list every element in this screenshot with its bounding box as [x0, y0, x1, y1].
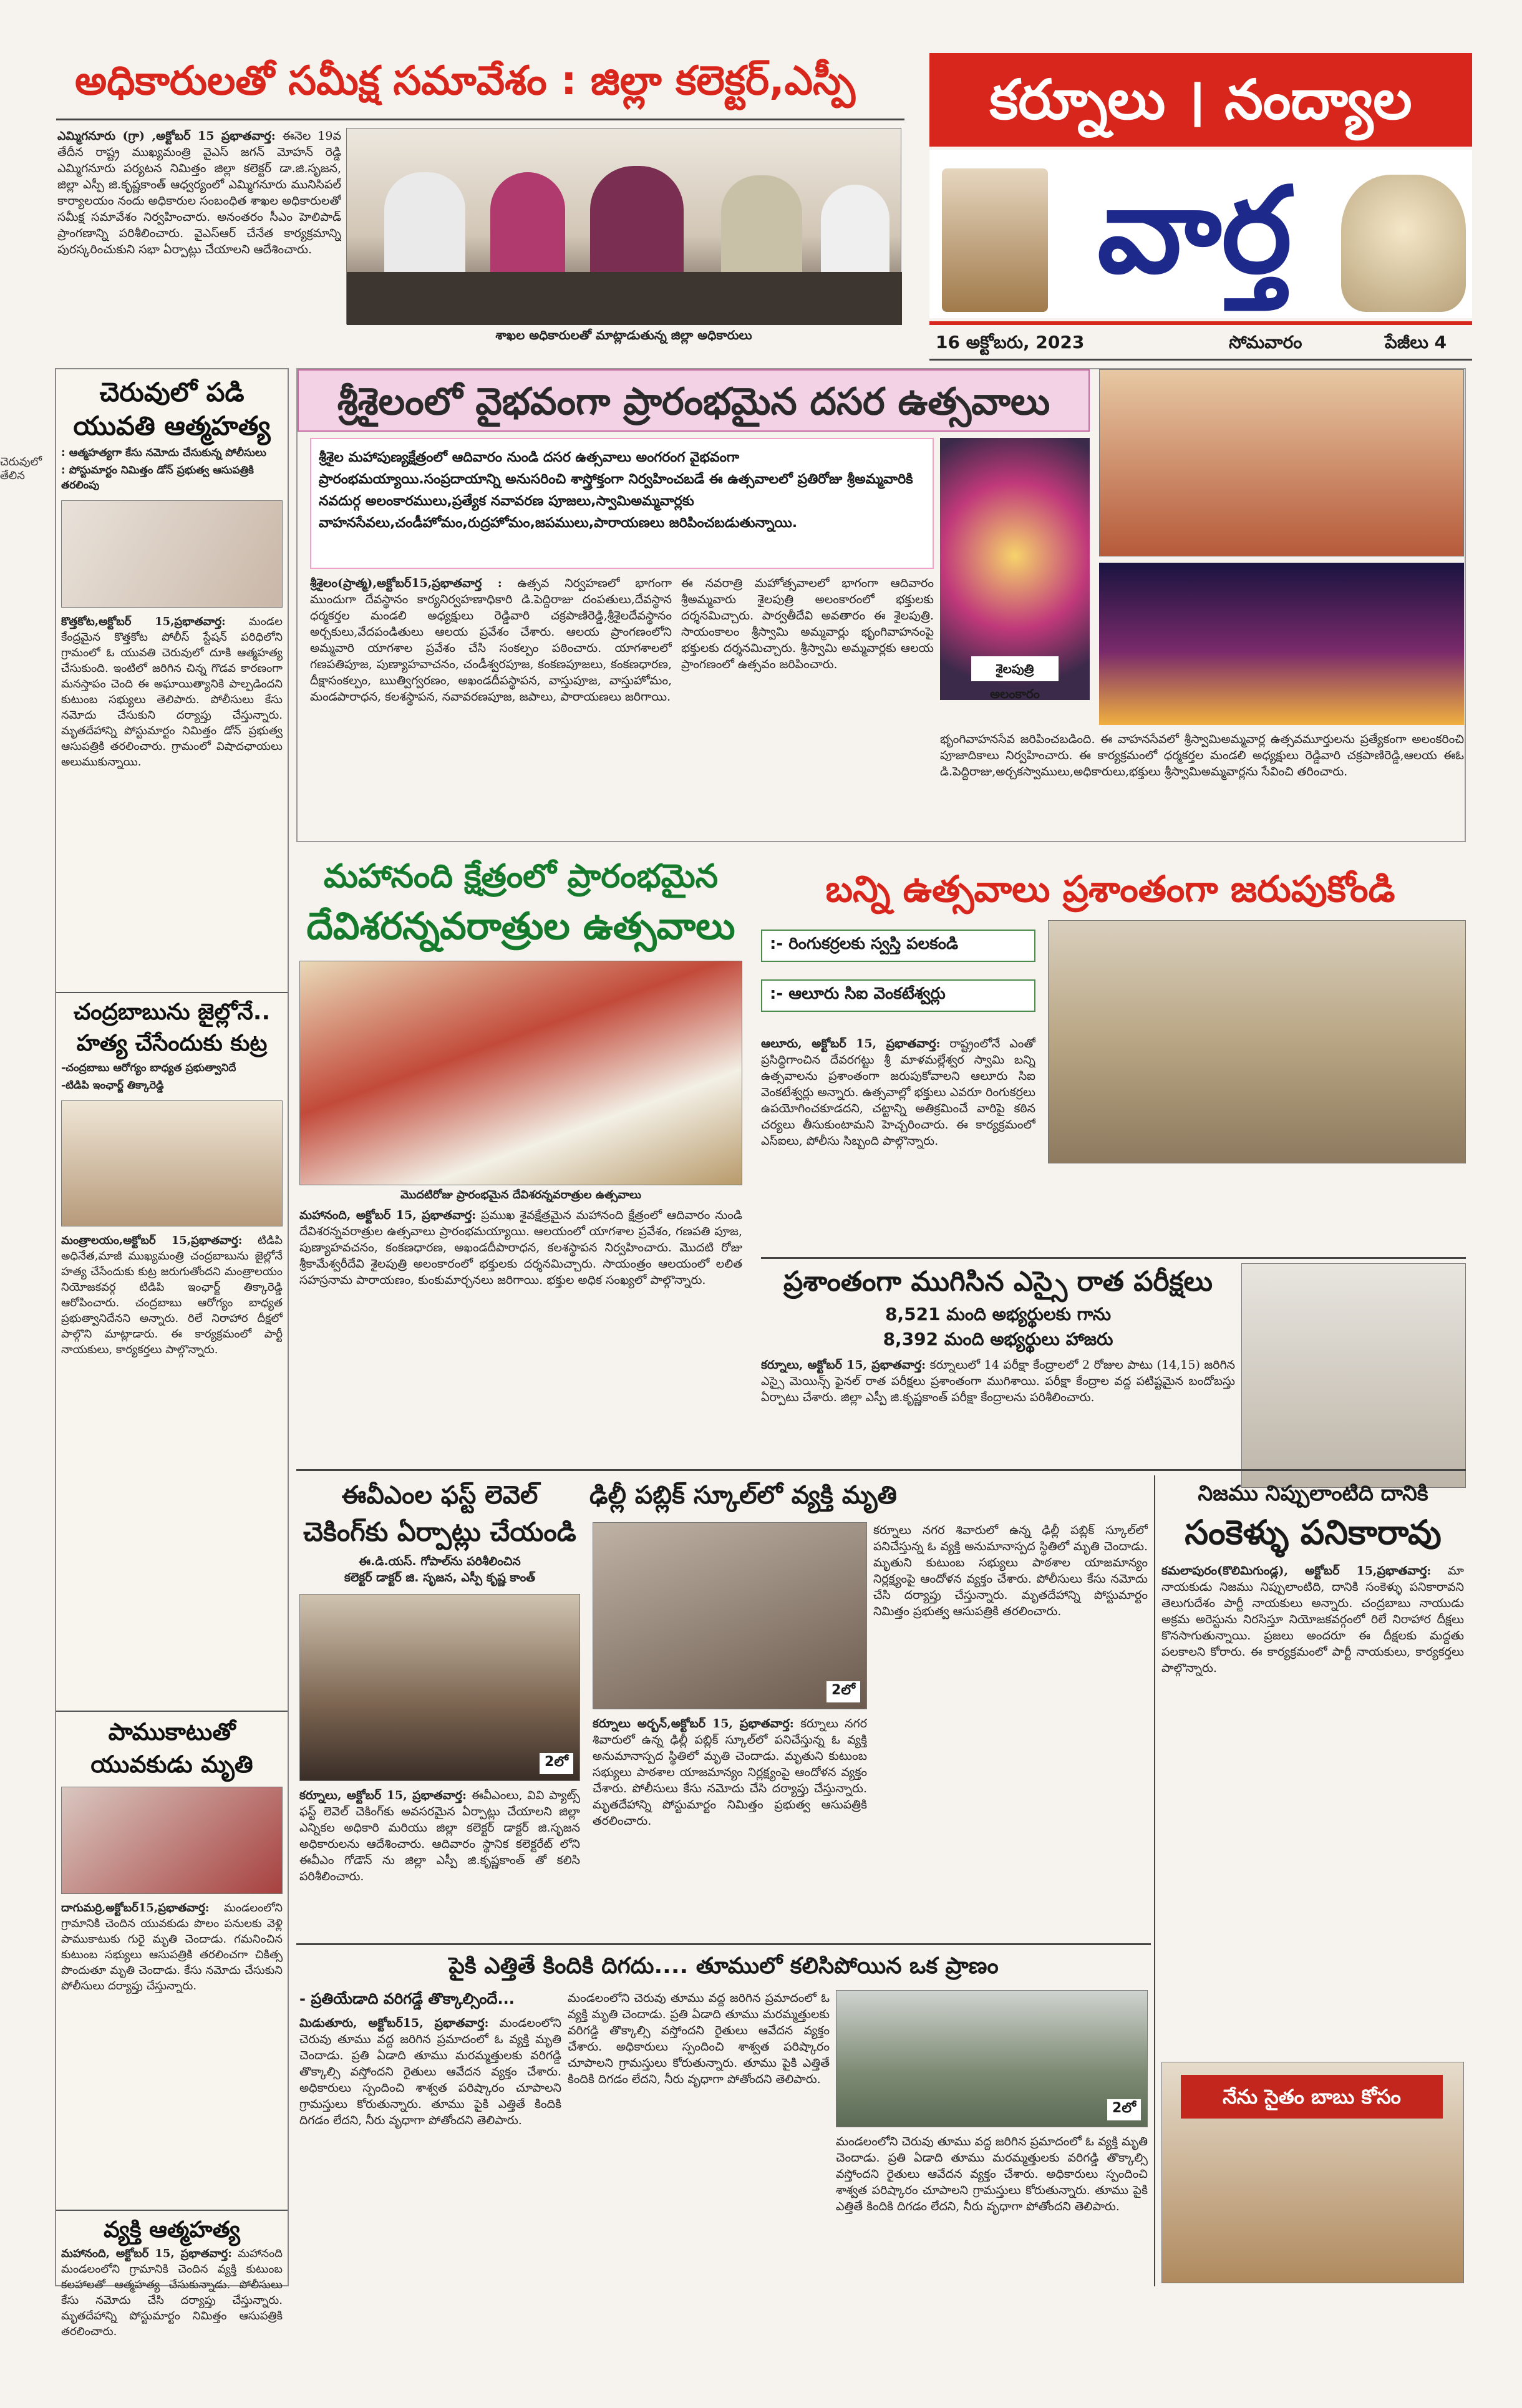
- delhi-headline: ఢిల్లీ పబ్లిక్ స్కూల్‌లో వ్యక్తి మృతి: [589, 1481, 897, 1510]
- evm-sub-1: ఈ.డి.యస్. గోపాల్‌ను పరిశీలించిన: [359, 1555, 521, 1568]
- sidebar-s3-body: మండలంలోని గ్రామానికి చెందిన యువకుడు పొలం పనులకు వెళ్లి పాముకాటుకు గురై మృతి చెందాడు. గమనించిన కుటుంబ సభ్యులు ఆసుపత్రికి తరలించగా చికిత్స పొందుతూ మృతి చెందాడు. కేసు నమోదు చేసుకుని పోలీసులు దర్యాప్తు చేస్తున్నారు.: [61, 1901, 283, 1993]
- divider: [296, 1469, 1466, 1471]
- sidebar-s3-head-1: పాముకాటుతో: [108, 1718, 236, 1745]
- pond-headline: పైకి ఎత్తితే కిందికి దిగదు.... తూములో కలిసిపోయిన ఒక ప్రాణం: [448, 1953, 999, 1979]
- sidebar-s2-dateline: మంత్రాలయం,అక్టోబర్ 15,ప్రభాతవార్త:: [61, 1234, 243, 1247]
- idol-photo: [940, 438, 1090, 700]
- sidebar-s1-sub-2: : పోస్టుమార్టం నిమిత్తం డోన్ ప్రభుత్వ ఆసుపత్రికి తరలింపు: [61, 464, 254, 492]
- banni-sub-1: :- రింగుకర్రలకు స్వస్తి పలకండి: [761, 930, 1035, 962]
- divider: [761, 1257, 1466, 1259]
- exams-photo: [1241, 1263, 1466, 1488]
- issue-page: పేజీలు 4: [1385, 332, 1447, 352]
- issue-date: 16 అక్టోబరు, 2023: [936, 332, 1085, 352]
- delhi-text: [593, 1716, 867, 1937]
- exams-text: [761, 1357, 1235, 1488]
- banni-dateline: ఆలూరు, అక్టోబర్ 15, ప్రభాతవార్త:: [761, 1037, 941, 1051]
- meeting-caption: శాఖల అధికారులతో మాట్లాడుతున్న జిల్లా అధికారులు: [495, 328, 752, 342]
- truth-text: [1161, 1563, 1464, 2056]
- srisailam-lead: శ్రీశైల మహాపుణ్యక్షేత్రంలో ఆదివారం నుండి దసర ఉత్సవాలు అంగరంగ వైభవంగా ప్రారంభమయ్యాయి.సంప్రదాయాన్ని అనుసరించి శాస్త్రోక్తంగా నిర్వహించబడే ఈ ఉత్సవాలలో ప్రతిరోజు శ్రీఅమ్మవారికి నవదుర్గ అలంకారములు,ప్రత్యేక నవావరణ పూజలు,స్వామిఅమ్మవార్లకు వాహనసేవలు,చండీహోమం,రుద్రహోమం,జపములు,పారాయణలు జరిపించబడుతున్నాయి.: [310, 438, 934, 569]
- divider: [56, 119, 904, 120]
- srisailam-story: [296, 368, 1466, 842]
- pond-body-end: మండలంలోని చెరువు తూము వద్ద జరిగిన ప్రమాదంలో ఓ వ్యక్తి మృతి చెందాడు. ప్రతి ఏడాది తూము మరమ్మత్తులకు వరిగడ్డి తొక్కాల్సి వస్తోందని రైతులు ఆవేదన వ్యక్తం చేశారు. అధికారులు స్పందించి శాశ్వత పరిష్కారం చూపాలని గ్రామస్తులు కోరుతున్నారు. తూము పైకి ఎత్తితే కిందికి దిగడం లేదని, నీరు వృధాగా పోతోందని తెలిపారు.: [836, 2135, 1148, 2213]
- evm-body: ఈవీఎంలు, వివి ప్యాట్స్ ఫస్ట్ లెవెల్ చెకింగ్‌కు అవసరమైన ఏర్పాట్లు చేయాలని జిల్లా ఎన్నికల అధికారి మరియు జిల్లా కలెక్టర్ డాక్టర్ జి.సృజన అధికారులను ఆదేశించారు. ఆదివారం స్థానిక కలెక్టరేట్ లోని ఈవీఎం గోడౌన్ ను జిల్లా ఎస్పీ జి.కృష్ణకాంత్ తో కలిసి పరిశీలించారు.: [299, 1789, 580, 1883]
- evm-text: [299, 1787, 580, 1937]
- mahanandi-caption: మొదటిరోజు ప్రారంభమైన దేవిశరన్నవరాత్రుల ఉత్సవాలు: [400, 1188, 641, 1202]
- mahanandi-dateline: మహానంది, అక్టోబర్ 15, ప్రభాతవార్త:: [299, 1208, 477, 1222]
- pond-dateline: మిడుతూరు, అక్టోబర్15, ప్రభాతవార్త:: [299, 2016, 489, 2030]
- sidebar-s2-photo: [61, 1100, 283, 1226]
- mahanandi-headline-2: దేవిశరన్నవరాత్రుల ఉత్సవాలు: [306, 905, 735, 948]
- sidebar-s1-dateline: కొత్తకోట,అక్టోబర్ 15,ప్రభాతవార్త:: [61, 615, 226, 628]
- photo-tag: 2లో: [540, 1753, 573, 1774]
- sidebar-s2-head-2: హత్య చేసేందుకు కుట్ర: [76, 1031, 268, 1056]
- sidebar-s1-photo: [61, 500, 283, 608]
- sidebar: [55, 368, 289, 2338]
- srisailam-headline: శ్రీశైలంలో వైభవంగా ప్రారంభమైన దసర ఉత్సవాలు: [337, 380, 1050, 424]
- sidebar-s2-body: టిడిపి అధినేత,మాజీ ముఖ్యమంత్రి చంద్రబాబును జైల్లోనే హత్య చేసేందుకు కుట్ర జరుగుతోందని మంత్రాలయం నియోజకవర్గ టిడిపి ఇంఛార్జ్ తిక్కారెడ్డి ఆరోపించారు. చంద్రబాబు ఆరోగ్యం బాధ్యత ప్రభుత్వానిదేనని అన్నారు. రిలే నిరాహార దీక్షలో పాల్గొని మాట్లాడారు. ఈ కార్యక్రమంలో పార్టీ నాయకులు, కార్యకర్తలు పాల్గొన్నారు.: [61, 1234, 283, 1356]
- masthead-region: కర్నూలు । నంద్యాల: [989, 67, 1412, 132]
- edge-overflow-text: [0, 455, 42, 483]
- divider: [56, 992, 288, 993]
- truth-dateline: కమలాపురం(కొలిమిగుండ్ల), అక్టోబర్ 15,ప్రభాతవార్త:: [1161, 1564, 1432, 1578]
- ritual-photo: [1099, 369, 1464, 556]
- pond-body-continued: మండలంలోని చెరువు తూము వద్ద జరిగిన ప్రమాదంలో ఓ వ్యక్తి మృతి చెందాడు. ప్రతి ఏడాది తూము మరమ్మత్తులకు వరిగడ్డి తొక్కాల్సి వస్తోందని రైతులు ఆవేదన వ్యక్తం చేశారు. అధికారులు స్పందించి శాశ్వత పరిష్కారం చూపాలని గ్రామస్తులు కోరుతున్నారు. తూము పైకి ఎత్తితే కిందికి దిగడం లేదని, నీరు వృధాగా పోతోందని తెలిపారు.: [568, 1991, 830, 2086]
- delhi-photo: [593, 1522, 867, 1709]
- divider: [296, 1943, 1151, 1945]
- sidebar-s2-sub-1: -చంద్రబాబు ఆరోగ్యం బాధ్యత ప్రభుత్వానిదే: [61, 1062, 236, 1074]
- truth-photo: [1161, 2062, 1464, 2283]
- truth-headline-1: నిజము నిప్పులాంటిది దానికి: [1198, 1481, 1428, 1506]
- srisailam-col-1: [310, 575, 672, 837]
- protest-banner: నేను సైతం బాబు కోసం: [1181, 2075, 1443, 2119]
- masthead-logo-area: [929, 150, 1472, 318]
- mahanandi-body: ప్రముఖ శైవక్షేత్రమైన మహానంది క్షేత్రంలో ఆదివారం నుండి దేవిశరన్నవరాత్రుల ఉత్సవాలు ప్రారంభమయ్యాయి. ఆలయంలో యాగశాల ప్రవేశం, గణపతి పూజ, పుణ్యాహవచనం, కంకణధారణ, అఖండదీపారాధన, కలశస్థాపన నిర్వహించారు. మొదటి రోజు శ్రీకామేశ్వరీదేవి శైలపుత్రి అలంకారంలో భక్తులకు దర్శనమిచ్చారు. సాయంత్రం ఆలయంలో లలిత సహస్రనామ పారాయణం, కుంకుమార్చనలు జరిగాయి. భక్తుల అధిక సంఖ్యలో పాల్గొన్నారు.: [299, 1208, 742, 1287]
- sidebar-s2-text: [61, 1233, 283, 1707]
- sidebar-s2-sub-2: -టిడిపి ఇంఛార్జ్ తిక్కారెడ్డి: [61, 1079, 164, 1092]
- edge-line-2: తేలిన: [0, 469, 25, 482]
- srisailam-dateline: శ్రీశైలం(ప్రాత్మ),అక్టోబర్15,ప్రభాతవార్త :: [310, 576, 502, 590]
- meeting-body-text: ఈనెల 19వ తేదీన రాష్ట్ర ముఖ్యమంత్రి వైఎస్ జగన్ మోహన్ రెడ్డి ఎమ్మిగనూరు పర్యటన నిమిత్తం జిల్లా కలెక్టర్ డా.జి.సృజన, జిల్లా ఎస్పీ జి.కృష్ణకాంత్ ఆధ్వర్యంలో ఎమ్మిగనూరు మునిసిపల్ కార్యాలయం నందు అధికారుల సంబంధిత శాఖల అధికారులతో సమీక్ష సమావేశం నిర్వహించారు. అనంతరం సీఎం హెలిపాడ్ ప్రాంగణాన్ని పరిశీలించారు. వైఎస్ఆర్ చేనేత కార్యక్రమాన్ని పురస్కరించుకుని సభా ఏర్పాట్లు చేయాలని ఆదేశించారు.: [57, 129, 341, 256]
- pond-body: మండలంలోని చెరువు తూము వద్ద జరిగిన ప్రమాదంలో ఓ వ్యక్తి మృతి చెందాడు. ప్రతి ఏడాది తూము మరమ్మత్తులకు వరిగడ్డి తొక్కాల్సి వస్తోందని రైతులు ఆవేదన వ్యక్తం చేశారు. అధికారులు స్పందించి శాశ్వత పరిష్కారం చూపాలని గ్రామస్తులు కోరుతున్నారు. తూము పైకి ఎత్తితే కిందికి దిగడం లేదని, నీరు వృధాగా పోతోందని తెలిపారు.: [299, 2016, 561, 2127]
- sidebar-s4-dateline: మహానంది, అక్టోబర్ 15, ప్రభాతవార్త:: [61, 2247, 232, 2260]
- evm-photo: [299, 1594, 580, 1781]
- masthead-dateline: [929, 329, 1472, 357]
- srisailam-headline-band: [298, 369, 1090, 432]
- meeting-body: [57, 128, 341, 365]
- truth-body: మా నాయకుడు నిజము నిప్పులాంటిది, దానికి సంకెళ్ళు పనికారావని తెలుగుదేశం పార్టీ నాయకులు అన్నారు. చంద్రబాబు నాయుడు అక్రమ అరెస్టును నిరసిస్తూ నియోజకవర్గంలో రిలే నిరాహార దీక్షలు కొనసాగుతున్నాయి. ప్రజలు అందరూ ఈ దీక్షలకు మద్దతు పలకాలని కోరారు. ఈ కార్యక్రమంలో పార్టీ నాయకులు, కార్యకర్తలు పాల్గొన్నారు.: [1161, 1564, 1464, 1675]
- pond-photo: [836, 1990, 1148, 2127]
- sidebar-s4-body: మహానంది మండలంలోని గ్రామానికి చెందిన వ్యక్తి కుటుంబ కలహాలతో ఆత్మహత్య చేసుకున్నాడు. పోలీసులు కేసు నమోదు చేసి దర్యాప్తు చేస్తున్నారు. మృతదేహాన్ని పోస్టుమార్టం నిమిత్తం ఆసుపత్రికి తరలించారు.: [61, 2247, 283, 2338]
- table: [347, 272, 902, 325]
- sidebar-s1-body: మండల కేంద్రమైన కొత్తకోట పోలీస్ స్టేషన్ పరిధిలోని గ్రామంలో ఓ యువతి చెరువులో దూకి ఆత్మహత్య చేసుకుంది. ఇంటిలో జరిగిన చిన్న గొడవ కారణంగా మనస్తాపం చెంది ఈ అఘాయిత్యానికి పాల్పడిందని కుటుంబ సభ్యులు తెలిపారు. పోలీసులు కేసు నమోదు చేసుకుని దర్యాప్తు చేస్తున్నారు. మృతదేహాన్ని పోస్టుమార్టం నిమిత్తం డోన్ ప్రభుత్వ ఆసుపత్రికి తరలించారు. గ్రామంలో విషాదఛాయలు అలుముకున్నాయి.: [61, 615, 283, 769]
- masthead-region-band: [929, 53, 1472, 147]
- srisailam-body-2: ఈ నవరాత్రి మహోత్సవాలలో భాగంగా ఆదివారం శ్రీఅమ్మవారు శైలపుత్రి అలంకారంలో భక్తులకు దర్శనమిచ్చారు. పార్వతీదేవి అవతారం ఈ శైలపుత్రి. సాయంకాలం శ్రీస్వామి అమ్మవార్లు భృంగివాహనంపై భక్తులకు దర్శనమిచ్చారు. శ్రీస్వామి అమ్మవార్లకు ఆలయ ప్రాంగణంలో ఉత్సవం జరిపించారు.: [681, 576, 934, 671]
- idol-label: శైలపుత్రి అలంకారం: [971, 656, 1059, 681]
- exams-sub-2: 8,392 మంది అభ్యర్థులు హాజరు: [883, 1329, 1113, 1349]
- sidebar-s2-head-1: చంద్రబాబును జైల్లోనే..: [73, 999, 271, 1025]
- meeting-dateline: ఎమ్మిగనూరు (గ్రా) ,అక్టోబర్ 15 ప్రభాతవార్త:: [57, 129, 276, 143]
- nandi-image: [1341, 175, 1466, 312]
- evm-dateline: కర్నూలు, అక్టోబర్ 15, ప్రభాతవార్త:: [299, 1789, 467, 1802]
- pond-tagline: - ప్రతియేడాది వరిగడ్డే తొక్కాల్సిందే...: [299, 1990, 515, 2007]
- masthead-rule: [929, 321, 1472, 325]
- delhi-body: కర్నూలు నగర శివారులో ఉన్న ఢిల్లీ పబ్లిక్ స్కూల్‌లో పనిచేస్తున్న ఓ వ్యక్తి అనుమానాస్పద స్థితిలో మృతి చెందాడు. మృతుని కుటుంబ సభ్యులు పాఠశాల యాజమాన్యం నిర్లక్ష్యంపై ఆందోళన వ్యక్తం చేశారు. పోలీసులు కేసు నమోదు చేసి దర్యాప్తు చేస్తున్నారు. మృతదేహాన్ని పోస్టుమార్టం నిమిత్తం ప్రభుత్వ ఆసుపత్రికి తరలించారు.: [593, 1717, 867, 1828]
- temple-night-photo: [1099, 563, 1464, 725]
- exams-sub-1: 8,521 మంది అభ్యర్థులకు గాను: [885, 1304, 1112, 1324]
- masthead-logo: వార్త: [1097, 162, 1292, 299]
- meeting-headline: అధికారులతో సమీక్ష సమావేశం : జిల్లా కలెక్టర్,ఎస్పీ: [75, 58, 856, 104]
- photo-tag: 2లో: [826, 1681, 860, 1702]
- srisailam-body-3: భృంగివాహనసేవ జరిపించబడింది. ఈ వాహనసేవలో శ్రీస్వామిఅమ్మవార్ల ఉత్సవమూర్తులను ప్రత్యేకంగా అలంకరించి పూజాదికాలు నిర్వహించారు. ఈ కార్యక్రమంలో ధర్మకర్తల మండలి అధ్యక్షులు రెడ్డివారి చక్రపాణిరెడ్డి,ఆలయ ఈఓ డి.పెద్దిరాజు,అర్చకస్వాములు,అధికారులు,భక్తులు శ్రీస్వామిఅమ్మవార్లను సేవించి తరించారు.: [940, 732, 1464, 779]
- pond-text: [299, 2015, 561, 2283]
- banni-sub-2: :- ఆలూరు సిఐ వెంకటేశ్వర్లు: [761, 979, 1035, 1012]
- exams-dateline: కర్నూలు, అక్టోబర్ 15, ప్రభాతవార్త:: [761, 1358, 926, 1372]
- mahanandi-photo: [299, 961, 742, 1185]
- mahanandi-text: [299, 1207, 742, 1457]
- sidebar-s3-dateline: దాగుమర్రి,అక్టోబర్15,ప్రభాతవార్త:: [61, 1901, 210, 1915]
- srisailam-body-1: ఉత్సవ నిర్వహణలో భాగంగా ముందుగా దేవస్థానం కార్యనిర్వహణాధికారి డి.పెద్దిరాజు దంపతులు,దేవస్థాన ధర్మకర్తల మండలి అధ్యక్షులు రెడ్డివారి చక్రపాణిరెడ్డి,శ్రీశైలదేవస్థానం అర్చకులు,వేదపండితులు ఆలయ ప్రవేశం చేశారు. ఆలయ ప్రాంగణంలోని అమ్మవారి యాగశాల ప్రవేశం చేసి సంకల్పం పఠించారు. యాగశాలలో గణపతిపూజ, పుణ్యాహవాచనం, చండీశ్వరపూజ, కంకణపూజలు, కంకణధారణ, దీక్షాసంకల్పం, ఋత్విగ్వరణం, అఖండదీపస్థాపన, వాస్తుపూజ, వాస్తుహోమం, మండపారాధన, కలశస్థాపన, నవావరణపూజ, జపాలు, పారాయణలు జరిగాయి.: [310, 576, 672, 704]
- sidebar-s4-text: [61, 2246, 283, 2408]
- column-rule: [1154, 1475, 1155, 2286]
- evm-headline-2: చెకింగ్‌కు ఏర్పాట్లు చేయండి: [303, 1517, 576, 1547]
- exams-headline: ప్రశాంతంగా ముగిసిన ఎస్సై రాత పరీక్షలు: [783, 1266, 1213, 1298]
- sidebar-s3-head-2: యువకుడు మృతి: [90, 1750, 253, 1778]
- meeting-photo: [346, 128, 901, 324]
- edge-line-1: చెరువులో: [0, 455, 42, 468]
- evm-headline-1: ఈవీఎంల ఫస్ట్ లెవెల్: [341, 1481, 538, 1510]
- delhi-body-continued: కర్నూలు నగర శివారులో ఉన్న ఢిల్లీ పబ్లిక్ స్కూల్‌లో పనిచేస్తున్న ఓ వ్యక్తి అనుమానాస్పద స్థితిలో మృతి చెందాడు. మృతుని కుటుంబ సభ్యులు పాఠశాల యాజమాన్యం నిర్లక్ష్యంపై ఆందోళన వ్యక్తం చేశారు. పోలీసులు కేసు నమోదు చేసి దర్యాప్తు చేస్తున్నారు. మృతదేహాన్ని పోస్టుమార్టం నిమిత్తం ప్రభుత్వ ఆసుపత్రికి తరలించారు.: [873, 1523, 1148, 1618]
- sidebar-s1-text: [61, 614, 283, 988]
- sidebar-s1-head-1: చెరువులో పడి: [99, 377, 245, 407]
- sidebar-s3-photo: [61, 1787, 283, 1894]
- evm-sub-2: కలెక్టర్ డాక్టర్ జి. సృజన, ఎస్పీ కృష్ణ కాంత్: [344, 1571, 536, 1585]
- sidebar-s1-head-2: యువతి ఆత్మహత్య: [73, 410, 271, 441]
- sidebar-s3-text: [61, 1900, 283, 2206]
- sidebar-s4-head: వ్యక్తి ఆత్మహత్య: [104, 2217, 240, 2243]
- issue-day: సోమవారం: [1229, 332, 1302, 352]
- exams-body: కర్నూలులో 14 పరీక్షా కేంద్రాలలో 2 రోజుల పాటు (14,15) జరిగిన ఎస్సై మెయిన్స్ ఫైనల్ రాత పరీక్షలు ప్రశాంతంగా ముగిశాయి. పరీక్షా కేంద్రాల వద్ద పటిష్టమైన బందోబస్తు ఏర్పాటు చేశారు. జిల్లా ఎస్పీ జి.కృష్ణకాంత్ పరీక్షా కేంద్రాలను పరిశీలించారు.: [761, 1358, 1235, 1404]
- mahanandi-headline-1: మహానంది క్షేత్రంలో ప్రారంభమైన: [323, 858, 719, 895]
- divider: [56, 2210, 288, 2211]
- delhi-dateline: కర్నూలు అర్బన్,అక్టోబర్ 15, ప్రభాతవార్త:: [593, 1717, 794, 1731]
- truth-headline-2: సంకెళ్ళు పనికారావు: [1185, 1513, 1442, 1552]
- banni-headline: బన్ని ఉత్సవాలు ప్రశాంతంగా జరుపుకోండి: [825, 868, 1395, 910]
- divider: [929, 359, 1472, 361]
- banni-body: రాష్ట్రంలోనే ఎంతో ప్రసిద్ధిగాంచిన దేవరగట్టు శ్రీ మాళమల్లేశ్వర స్వామి బన్ని ఉత్సవాలను ప్రశాంతంగా జరుపుకోవాలని ఆలూరు సిఐ వెంకటేశ్వర్లు అన్నారు. ఉత్సవాల్లో భక్తులు ఎవరూ రింగుకర్రలు ఉపయోగించకూడదని, చట్టాన్ని అతిక్రమించే వారిపై కఠిన చర్యలు తీసుకుంటామని హెచ్చరించారు. ఈ కార్యక్రమంలో ఎస్ఐలు, పోలీసు సిబ్బంది పాల్గొన్నారు.: [761, 1037, 1035, 1148]
- fort-image: [942, 168, 1048, 312]
- photo-tag: 2లో: [1107, 2099, 1141, 2120]
- divider: [56, 1711, 288, 1712]
- banni-photo: [1048, 920, 1466, 1163]
- sidebar-s1-sub-1: : ఆత్మహత్యగా కేసు నమోదు చేసుకున్న పోలీసులు: [61, 447, 266, 459]
